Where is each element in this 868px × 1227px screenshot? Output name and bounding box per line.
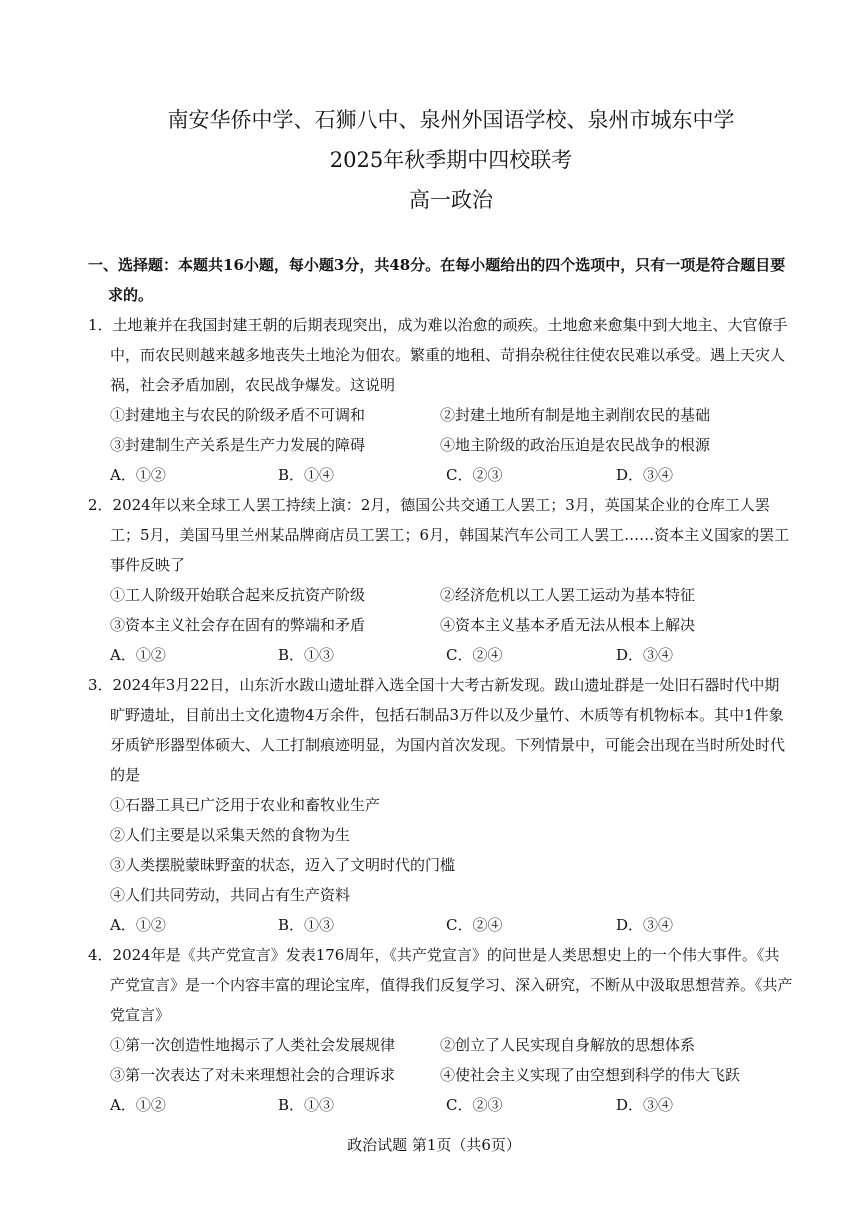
choice-b: B．①④ [278,466,335,484]
choice-c: C．②③ [446,466,503,484]
statement-4: ④人们共同劳动，共同占有生产资料 [110,886,351,904]
question-3 [88,670,794,940]
statement-3: ③人类摆脱蒙昧野蛮的状态，迈入了文明时代的门槛 [110,856,456,874]
statement-row [88,430,794,460]
statement-4: ④地主阶级的政治压迫是农民战争的根源 [440,436,711,454]
choice-d: D．③④ [616,466,674,484]
question-stem: 3．2024年3月22日，山东沂水跋山遗址群入选全国十大考古新发现。跋山遗址群是一处旧石器时代中期旷野遗址，目前出土文化遗物4万余件，包括石制品3万件以及少量竹、木质等有机物标本。其中1件象牙质铲形器型体硕大、人工打制痕迹明显，为国内首次发现。下列情景中，可能会出现在当时所处时代的是 [88,676,786,784]
choice-a: A．①② [110,646,166,664]
statement-1: ①石器工具已广泛用于农业和畜牧业生产 [110,796,381,814]
statement-row [88,400,794,430]
choice-c: C．②④ [446,646,503,664]
question-4 [88,940,794,1120]
statement-2: ②经济危机以工人罢工运动为基本特征 [440,586,696,604]
choice-c: C．②④ [446,916,503,934]
statement-row [88,1030,794,1060]
exam-title: 2025年秋季期中四校联考 [329,148,573,172]
question-1 [88,310,794,490]
answer-choices [88,640,794,670]
section-instructions: 一、选择题：本题共16小题，每小题3分，共48分。在每小题给出的四个选项中，只有一项是符合题目要求的。 [88,256,786,304]
choice-a: A．①② [110,466,166,484]
question-stem: 1．土地兼并在我国封建王朝的后期表现突出，成为难以治愈的顽疾。土地愈来愈集中到大地主、大官僚手中，而农民则越来越多地丧失土地沦为佃农。繁重的地租、苛捐杂税往往使农民难以承受。遇上天灾人祸，社会矛盾加剧，农民战争爆发。这说明 [88,316,788,394]
statement-1: ①工人阶级开始联合起来反抗资产阶级 [110,586,366,604]
choice-b: B．①③ [278,916,335,934]
choice-b: B．①③ [278,646,335,664]
page-footer: 政治试题 第1页（共6页） [347,1136,521,1154]
subject-title: 高一政治 [409,188,493,212]
statement-1: ①第一次创造性地揭示了人类社会发展规律 [110,1036,396,1054]
statement-1: ①封建地主与农民的阶级矛盾不可调和 [110,406,366,424]
answer-choices [88,1090,794,1120]
statement-2: ②封建土地所有制是地主剥削农民的基础 [440,406,711,424]
answer-choices [88,460,794,490]
choice-a: A．①② [110,1096,166,1114]
answer-choices [88,910,794,940]
choice-d: D．③④ [616,646,674,664]
statement-4: ④使社会主义实现了由空想到科学的伟大飞跃 [440,1066,741,1084]
statement-row [88,1060,794,1090]
choice-a: A．①② [110,916,166,934]
statement-2: ②人们主要是以采集天然的食物为生 [110,826,351,844]
choice-d: D．③④ [616,1096,674,1114]
choice-b: B．①③ [278,1096,335,1114]
statement-3: ③资本主义社会存在固有的弊端和矛盾 [110,616,366,634]
statement-4: ④资本主义基本矛盾无法从根本上解决 [440,616,696,634]
question-stem: 2．2024年以来全球工人罢工持续上演：2月，德国公共交通工人罢工；3月，英国某企业的仓库工人罢工；5月，美国马里兰州某品牌商店员工罢工；6月，韩国某汽车公司工人罢工……资本主义国家的罢工事件反映了 [88,496,790,574]
statement-row [88,580,794,610]
question-stem: 4．2024年是《共产党宣言》发表176周年，《共产党宣言》的问世是人类思想史上的一个伟大事件。《共产党宣言》是一个内容丰富的理论宝库，值得我们反复学习、深入研究，不断从中汲取思想营养。《共产党宣言》 [88,946,793,1024]
statement-3: ③封建制生产关系是生产力发展的障碍 [110,436,366,454]
question-2 [88,490,794,670]
statement-row [88,610,794,640]
choice-c: C．②③ [446,1096,503,1114]
statement-2: ②创立了人民实现自身解放的思想体系 [440,1036,696,1054]
statement-3: ③第一次表达了对未来理想社会的合理诉求 [110,1066,396,1084]
choice-d: D．③④ [616,916,674,934]
school-names-title: 南安华侨中学、石狮八中、泉州外国语学校、泉州市城东中学 [167,108,735,132]
